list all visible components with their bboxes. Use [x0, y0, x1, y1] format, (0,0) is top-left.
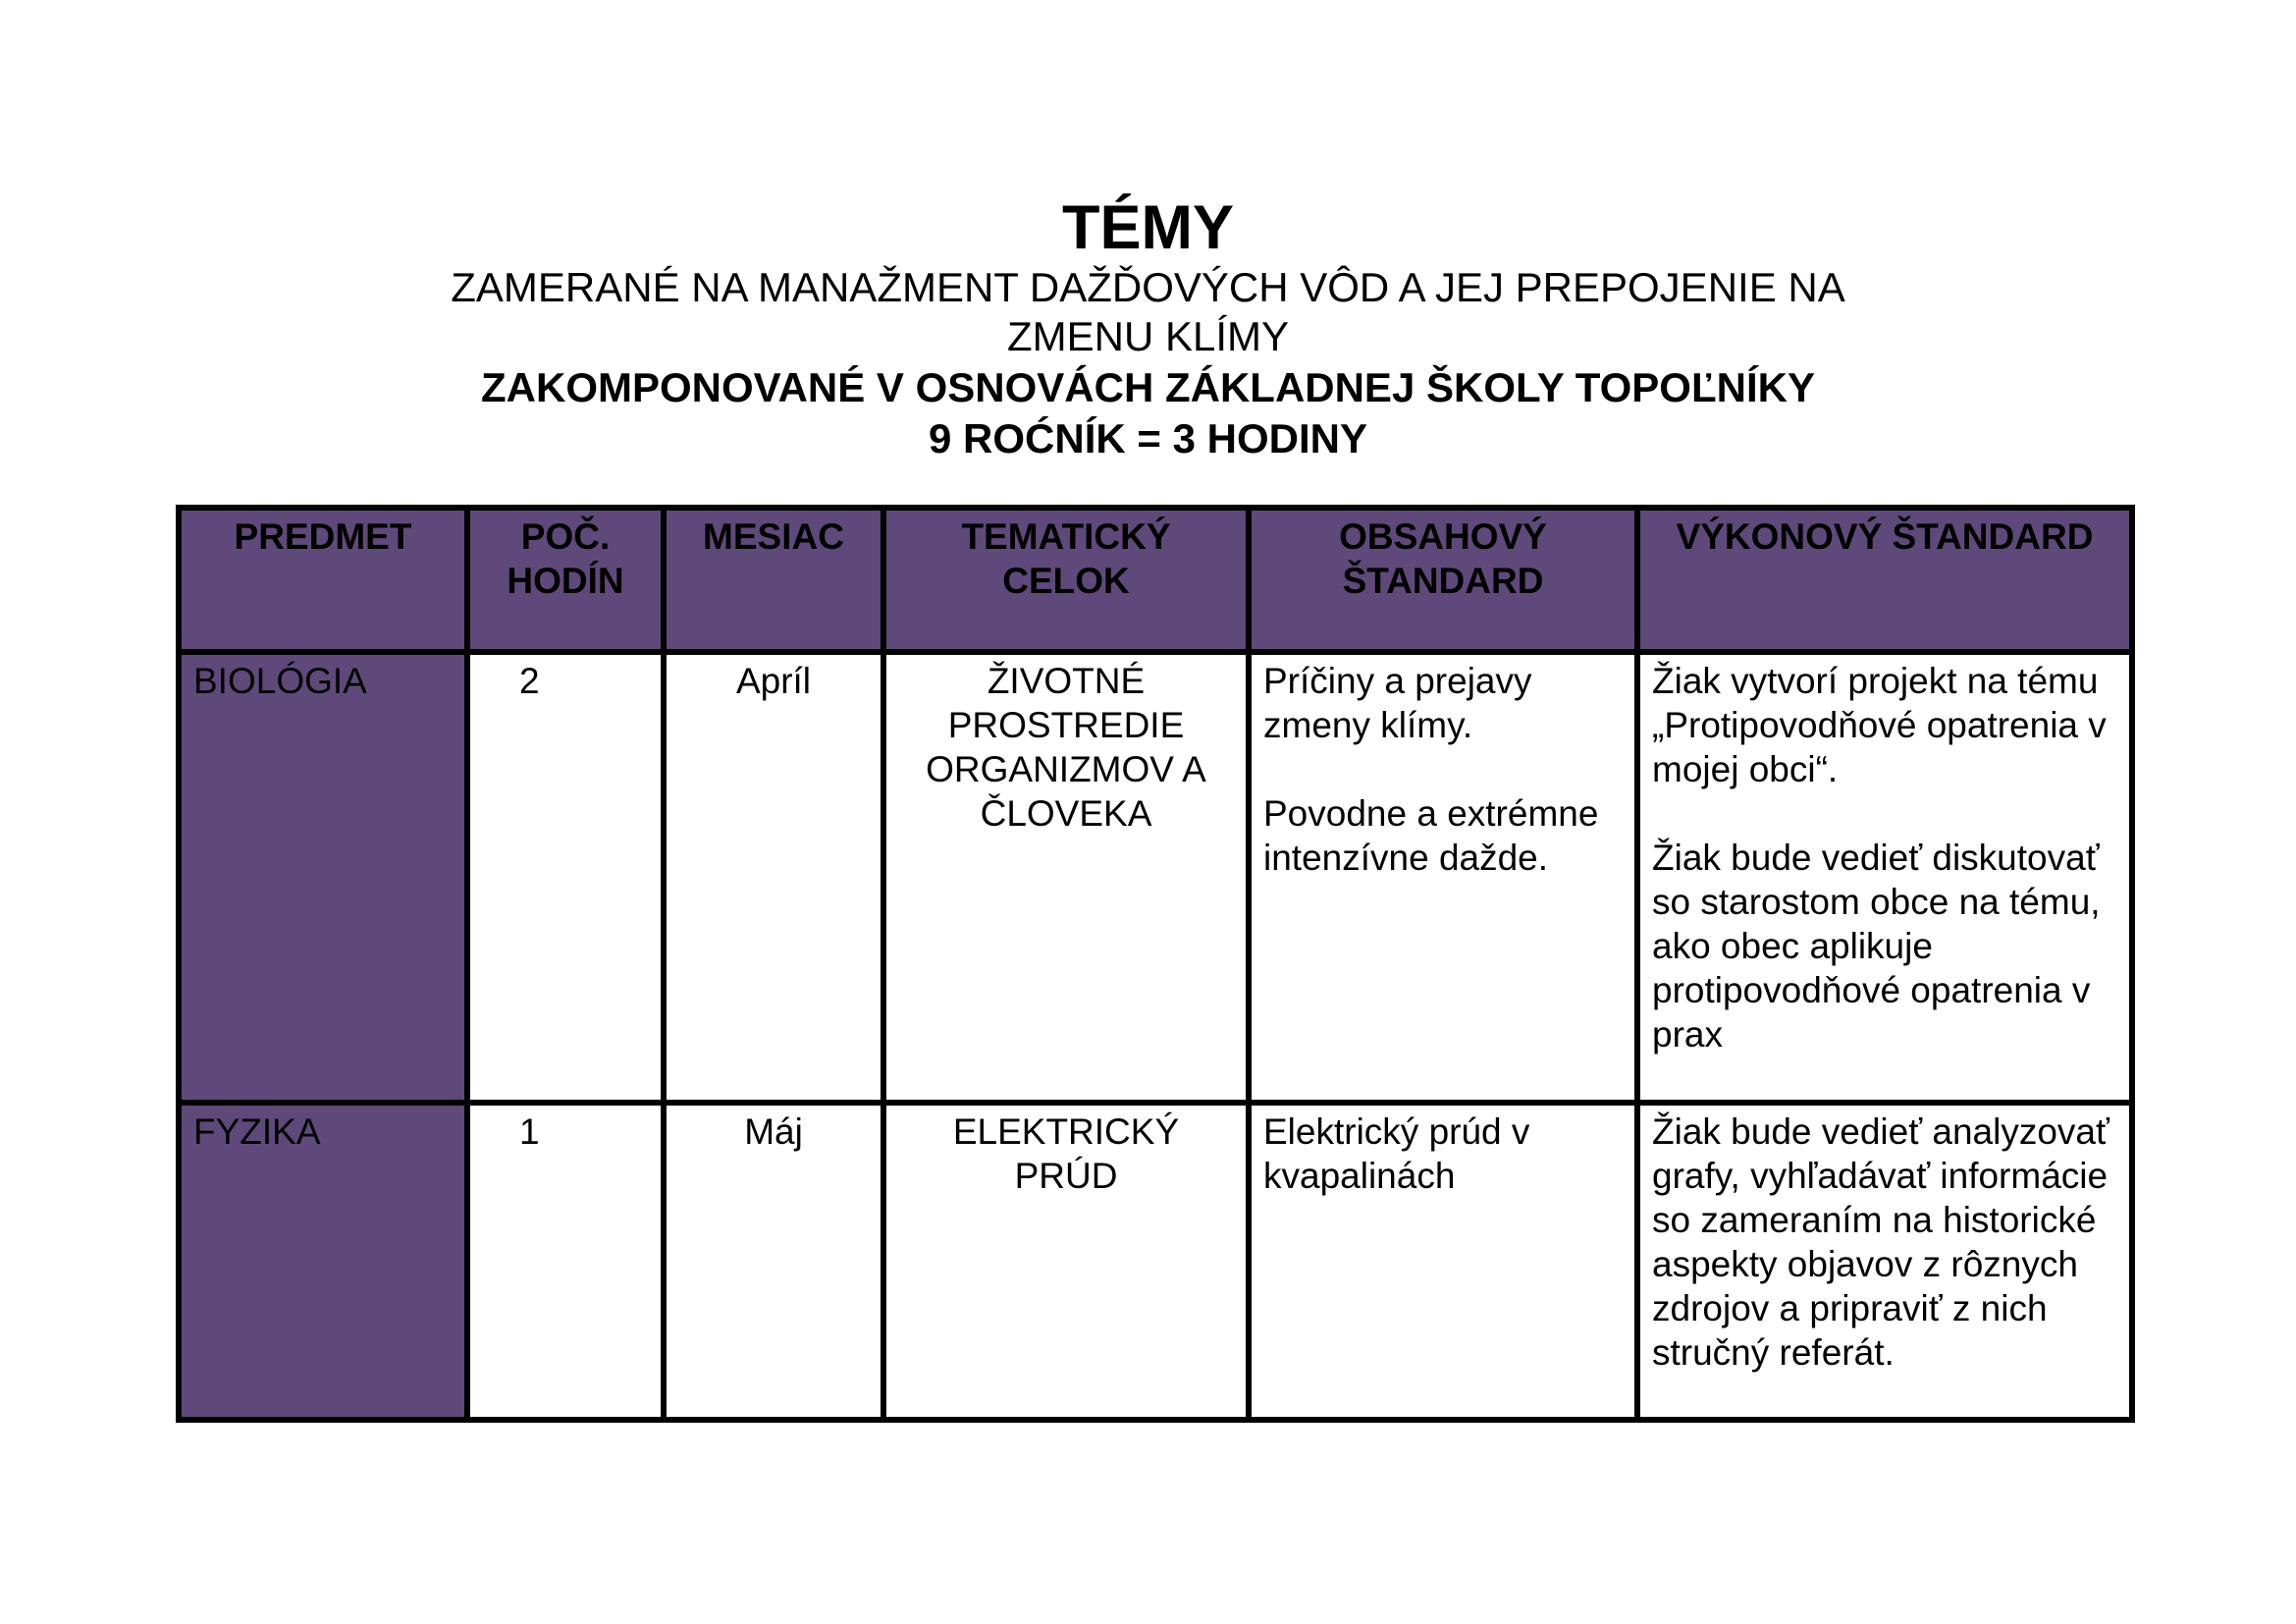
cell-performance-standard — [1637, 652, 2132, 1103]
grade-line: 9 ROĆNÍK = 3 HODINY — [929, 415, 1367, 461]
cell-subject: BIOLÓGIA — [179, 652, 467, 1103]
column-header-month: MESIAC — [664, 508, 883, 652]
performance-standard-text-1: Žiak vytvorí projekt na tému „Protipovodňové opatrenia v mojej obci“. — [1652, 661, 2107, 789]
performance-standard-text-1: Žiak bude vedieť analyzovať grafy, vyhľadávať informácie so zameraním na historické aspekty objavov z rôznych zdrojov a pripraviť z nich stručný referát. — [1652, 1111, 2109, 1373]
performance-standard-text-2: Žiak bude vedieť diskutovať so starostom obce na tému, ako obec aplikuje protipovodňové opatrenia v prax — [1652, 838, 2101, 1055]
page-title: TÉMY — [1061, 193, 1234, 262]
school-line: ZAKOMPONOVANÉ V OSNOVÁCH ZÁKLADNEJ ŠKOLY TOPOĽNÍKY — [481, 364, 1815, 410]
subtitle-line-2: ZMENU KLÍMY — [1006, 313, 1290, 359]
cell-subject: FYZIKA — [179, 1103, 467, 1420]
cell-hours: 2 — [467, 652, 664, 1103]
cell-month: Apríl — [664, 652, 883, 1103]
cell-content-standard — [1249, 1103, 1637, 1420]
cell-performance-standard — [1637, 1103, 2132, 1420]
table-row — [179, 1103, 2132, 1420]
table-row — [179, 652, 2132, 1103]
cell-hours: 1 — [467, 1103, 664, 1420]
cell-month: Máj — [664, 1103, 883, 1420]
table-header-row — [179, 508, 2132, 652]
column-header-content-standard: OBSAHOVÝ ŠTANDARD — [1249, 508, 1637, 652]
subtitle-line-1: ZAMERANÉ NA MANAŽMENT DAŽĎOVÝCH VÔD A JEJ PREPOJENIE NA — [451, 264, 1845, 310]
cell-topic: ELEKTRICKÝ PRÚD — [883, 1103, 1249, 1420]
page-subtitle — [0, 263, 2296, 361]
content-standard-text-1: Elektrický prúd v kvapalinách — [1263, 1111, 1530, 1196]
curriculum-table — [176, 505, 2135, 1423]
column-header-performance-standard: VÝKONOVÝ ŠTANDARD — [1637, 508, 2132, 652]
content-standard-text-1: Príčiny a prejavy zmeny klímy. — [1263, 661, 1532, 745]
cell-content-standard — [1249, 652, 1637, 1103]
content-standard-text-2: Povodne a extrémne intenzívne dažde. — [1263, 793, 1599, 878]
column-header-topic: TEMATICKÝ CELOK — [883, 508, 1249, 652]
cell-topic: ŽIVOTNÉ PROSTREDIE ORGANIZMOV A ČLOVEKA — [883, 652, 1249, 1103]
column-header-subject: PREDMET — [179, 508, 467, 652]
column-header-hours: POČ. HODÍN — [467, 508, 664, 652]
